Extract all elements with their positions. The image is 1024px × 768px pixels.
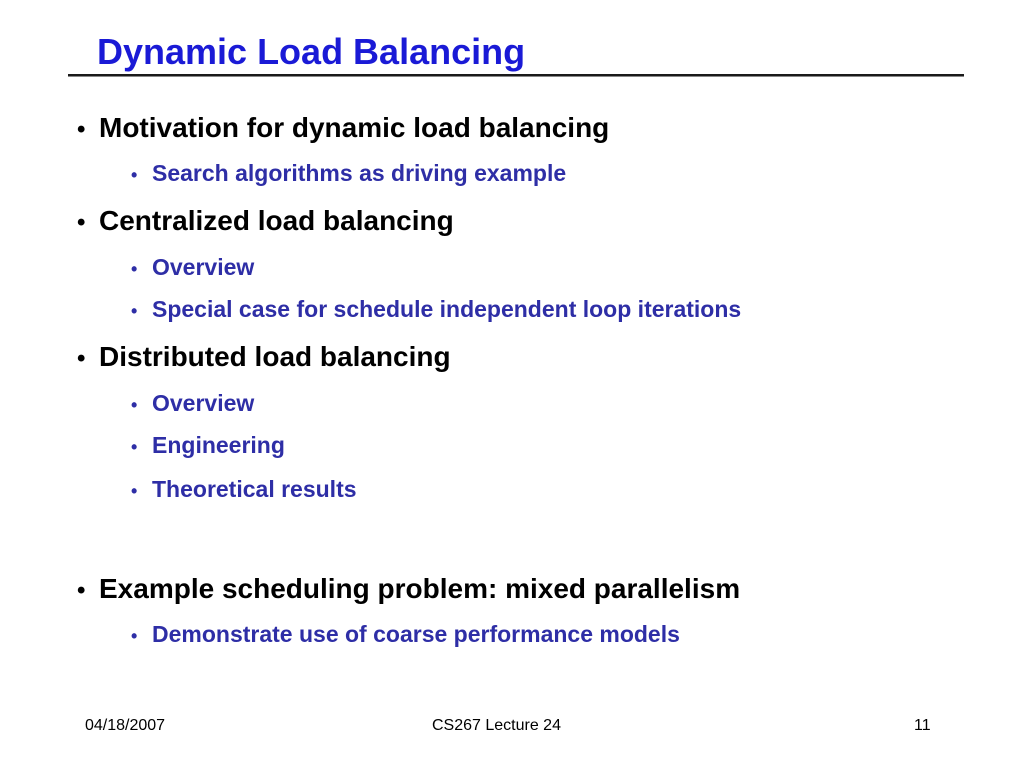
- sub-bullet-icon: •: [131, 481, 138, 501]
- sub-bullet-icon: •: [131, 395, 138, 415]
- bullet-icon: •: [77, 116, 86, 143]
- sub-bullet-item-special-case: [131, 295, 741, 325]
- bullet-item-example-scheduling: [77, 572, 740, 608]
- sub-bullet-icon: •: [131, 626, 138, 646]
- sub-bullet-text: Overview: [152, 254, 255, 280]
- sub-bullet-item-overview: [131, 389, 254, 419]
- bullet-item-motivation: [77, 111, 609, 147]
- sub-bullet-item-coarse-models: [131, 620, 680, 650]
- sub-bullet-item-search-algorithms: [131, 159, 566, 189]
- slide-title: Dynamic Load Balancing: [97, 31, 526, 72]
- footer-course: CS267 Lecture 24: [432, 717, 561, 734]
- footer-date: 04/18/2007: [85, 717, 166, 734]
- bullet-text: Example scheduling problem: mixed parallelism: [99, 573, 741, 604]
- sub-bullet-icon: •: [131, 165, 138, 185]
- bullet-icon: •: [77, 345, 86, 372]
- footer-page-number: 11: [914, 717, 931, 734]
- sub-bullet-text: Demonstrate use of coarse performance models: [152, 621, 680, 647]
- sub-bullet-icon: •: [131, 259, 138, 279]
- bullet-text: Motivation for dynamic load balancing: [99, 112, 610, 143]
- bullet-item-centralized: [77, 204, 454, 240]
- sub-bullet-item-engineering: [131, 431, 285, 461]
- bullet-icon: •: [77, 577, 86, 604]
- sub-bullet-text: Special case for schedule independent loop iterations: [152, 296, 742, 322]
- bullet-icon: •: [77, 209, 86, 236]
- sub-bullet-text: Overview: [152, 390, 255, 416]
- sub-bullet-icon: •: [131, 301, 138, 321]
- sub-bullet-item-theoretical-results: [131, 475, 357, 505]
- title-underline-rule: [68, 74, 964, 77]
- sub-bullet-text: Search algorithms as driving example: [152, 160, 567, 186]
- bullet-text: Distributed load balancing: [99, 341, 451, 372]
- sub-bullet-text: Theoretical results: [152, 476, 357, 502]
- sub-bullet-text: Engineering: [152, 432, 285, 458]
- sub-bullet-icon: •: [131, 437, 138, 457]
- sub-bullet-item-overview: [131, 253, 254, 283]
- bullet-item-distributed: [77, 340, 451, 376]
- bullet-text: Centralized load balancing: [99, 205, 454, 236]
